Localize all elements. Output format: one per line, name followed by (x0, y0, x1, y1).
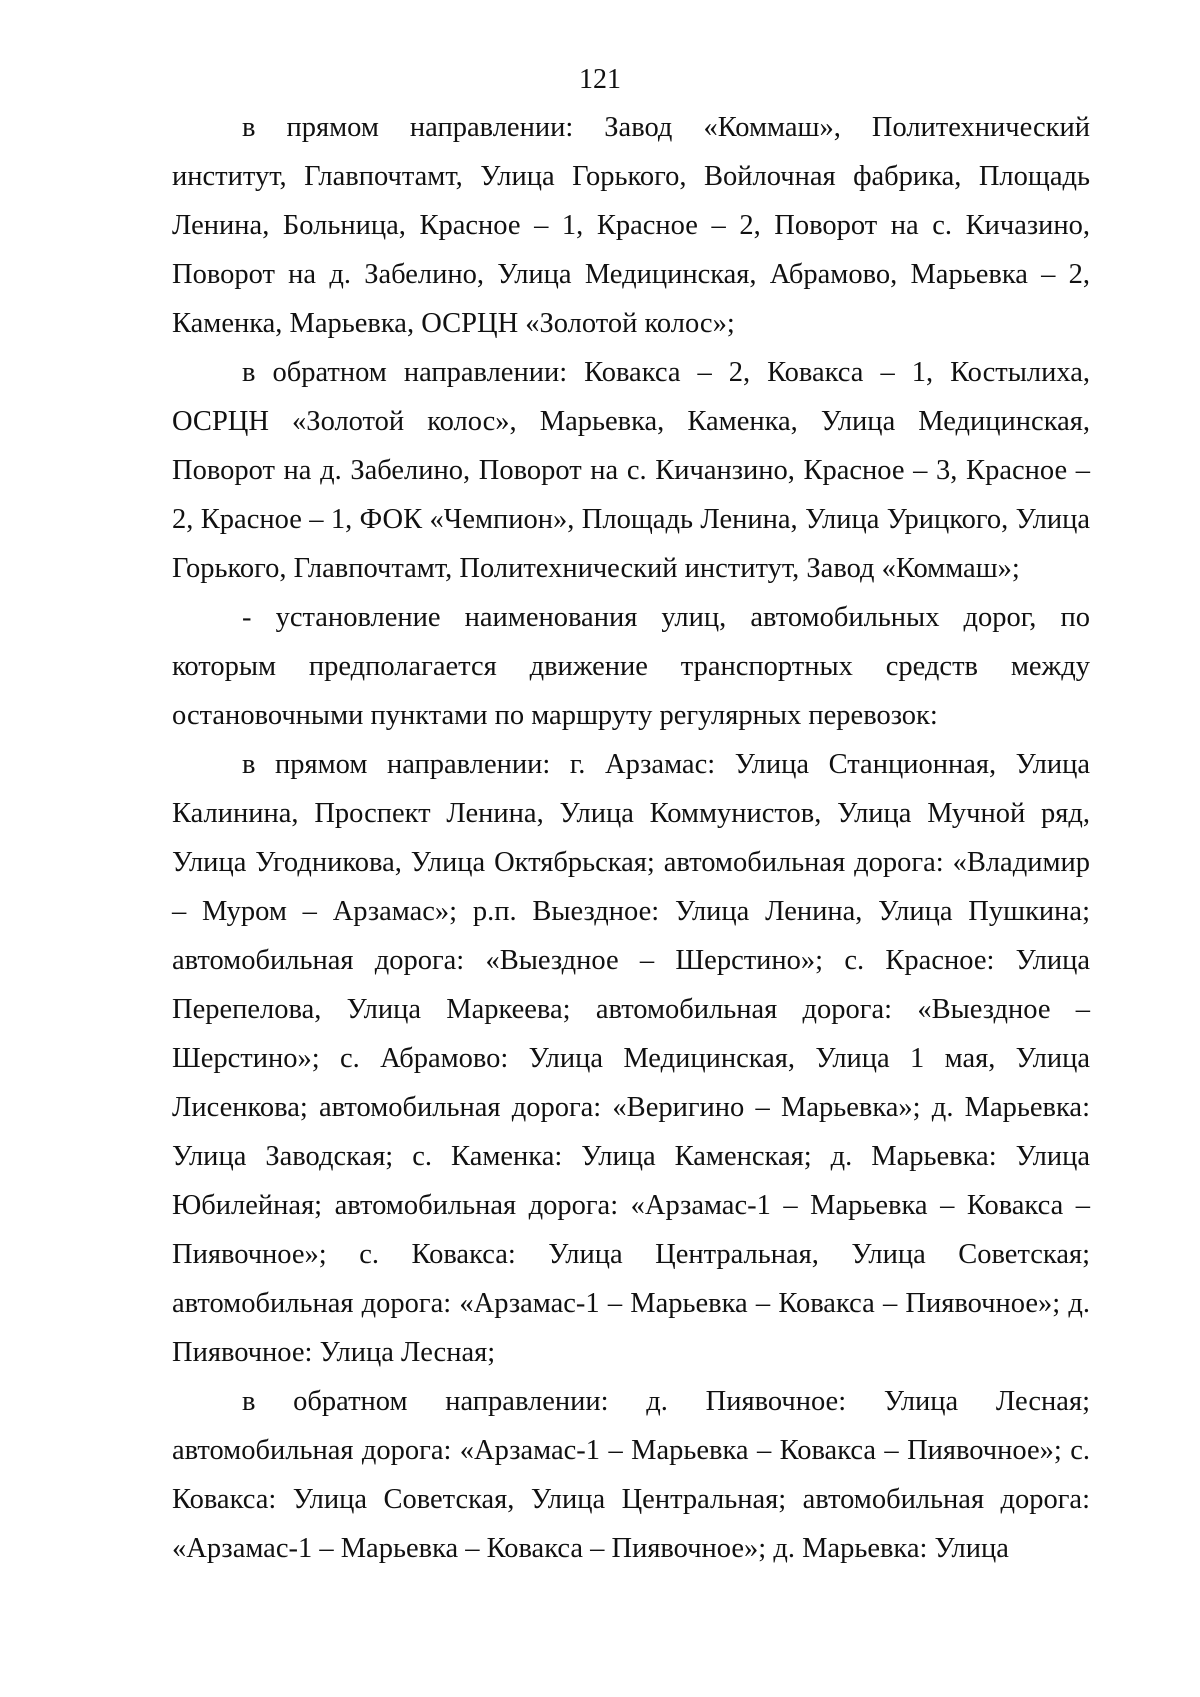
page-number: 121 (579, 64, 621, 95)
paragraph-forward-stops: в прямом направлении: Завод «Коммаш», Политехнический институт, Главпочтамт, Улица Горького, Войлочная фабрика, Площадь Ленина, Больница, Красное – 1, Красное – 2, Поворот на с. Кичазино, Поворот на д. Забелино, Улица Медицинская, Абрамово, Марьевка – 2, Каменка, Марьевка, ОСРЦН «Золотой колос»; (172, 112, 1090, 339)
document-body (172, 103, 1090, 1573)
paragraph-streets-intro: - установление наименования улиц, автомобильных дорог, по которым предполагается движение транспортных средств между остановочными пунктами по маршруту регулярных перевозок: (172, 602, 1090, 731)
paragraph-reverse-streets: в обратном направлении: д. Пиявочное: Улица Лесная; автомобильная дорога: «Арзамас-1 – Марьевка – Ковакса – Пиявочное»; с. Ковакса: Улица Советская, Улица Центральная; автомобильная дорога: «Арзамас-1 – Марьевка – Ковакса – Пиявочное»; д. Марьевка: Улица (172, 1386, 1090, 1564)
paragraph-reverse-stops: в обратном направлении: Ковакса – 2, Ковакса – 1, Костылиха, ОСРЦН «Золотой колос», Марьевка, Каменка, Улица Медицинская, Поворот на д. Забелино, Поворот на с. Кичанзино, Красное – 3, Красное – 2, Красное – 1, ФОК «Чемпион», Площадь Ленина, Улица Урицкого, Улица Горького, Главпочтамт, Политехнический институт, Завод «Коммаш»; (172, 357, 1090, 584)
paragraph-forward-streets: в прямом направлении: г. Арзамас: Улица Станционная, Улица Калинина, Проспект Ленина, Улица Коммунистов, Улица Мучной ряд, Улица Угодникова, Улица Октябрьская; автомобильная дорога: «Владимир – Муром – Арзамас»; р.п. Выездное: Улица Ленина, Улица Пушкина; автомобильная дорога: «Выездное – Шерстино»; с. Красное: Улица Перепелова, Улица Маркеева; автомобильная дорога: «Выездное – Шерстино»; с. Абрамово: Улица Медицинская, Улица 1 мая, Улица Лисенкова; автомобильная дорога: «Веригино – Марьевка»; д. Марьевка: Улица Заводская; с. Каменка: Улица Каменская; д. Марьевка: Улица Юбилейная; автомобильная дорога: «Арзамас-1 – Марьевка – Ковакса – Пиявочное»; с. Ковакса: Улица Центральная, Улица Советская; автомобильная дорога: «Арзамас-1 – Марьевка – Ковакса – Пиявочное»; д. Пиявочное: Улица Лесная; (172, 749, 1090, 1368)
